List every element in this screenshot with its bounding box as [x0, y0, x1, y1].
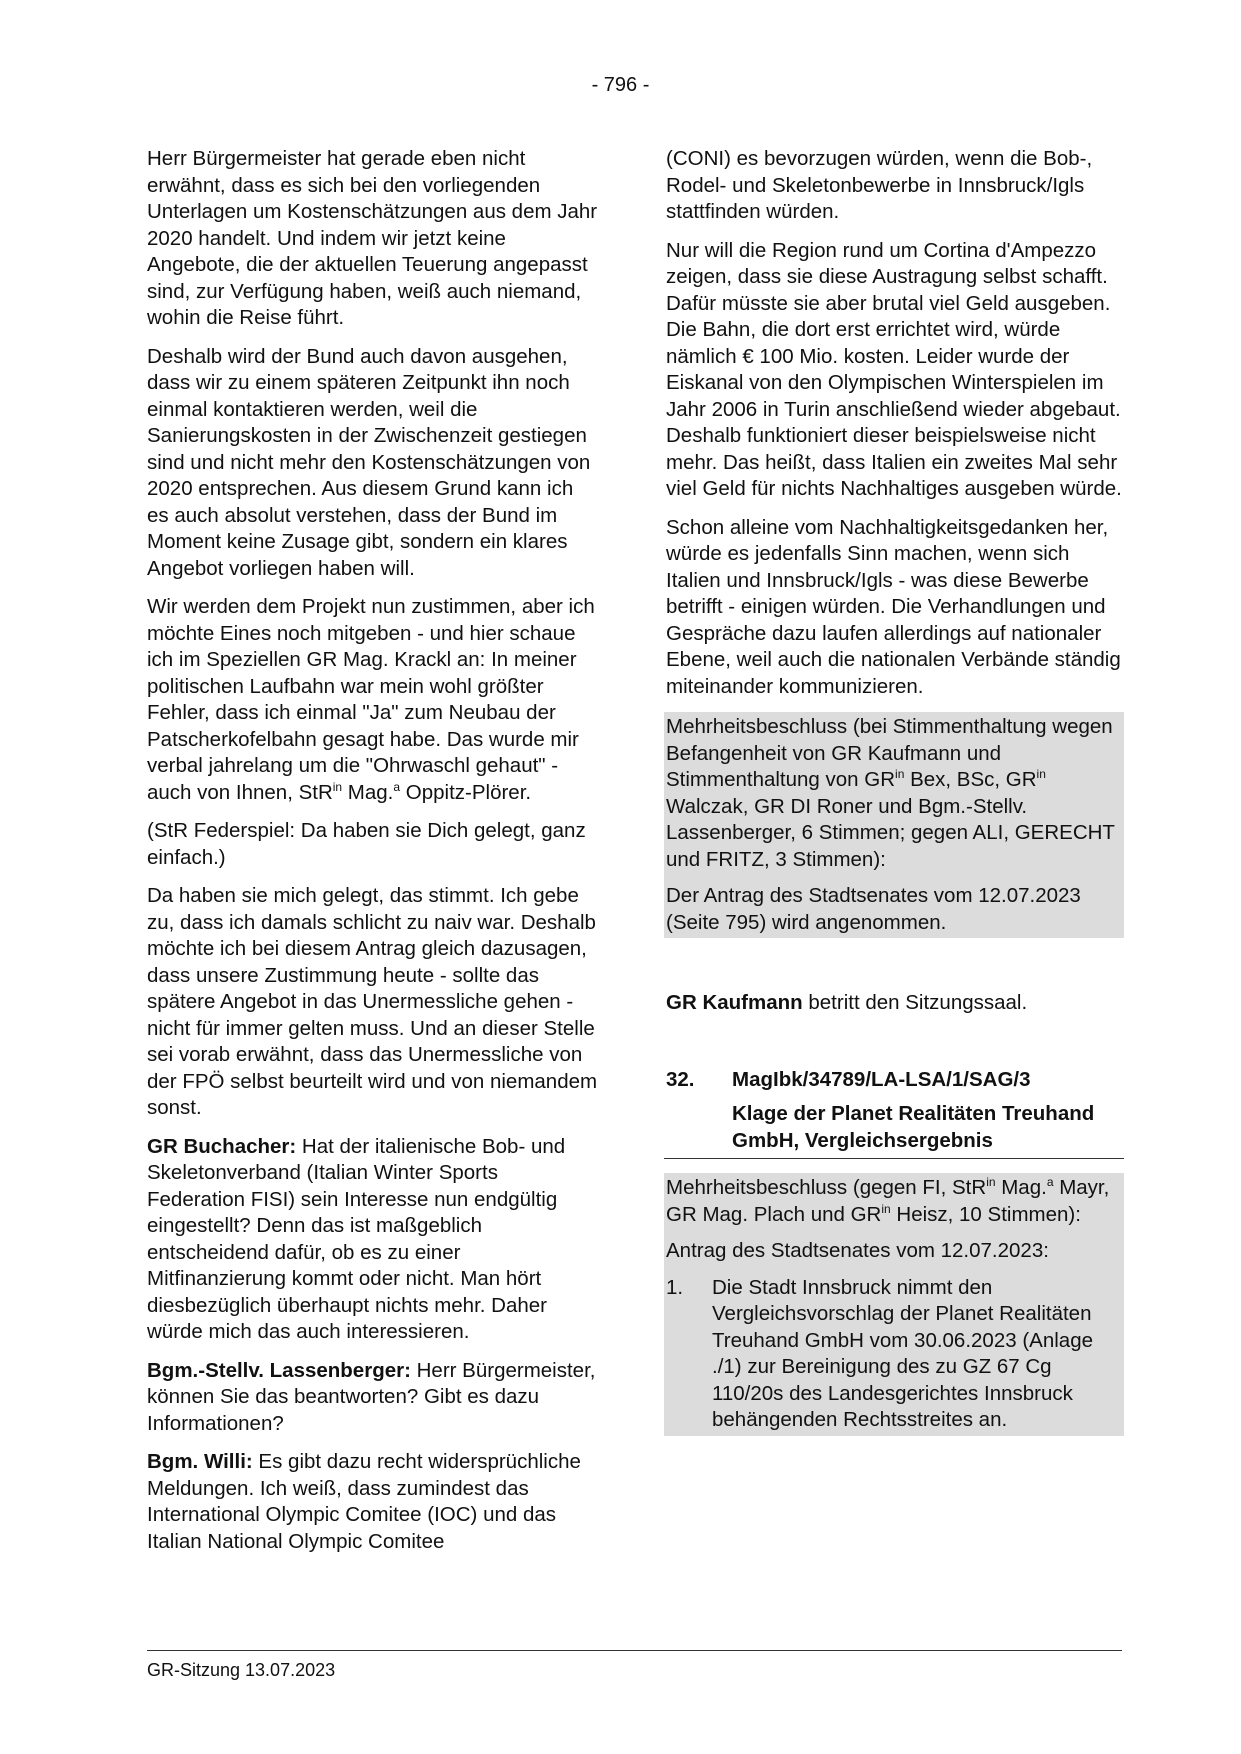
speaker-name: GR Buchacher: — [147, 1134, 297, 1158]
agenda-item-header — [666, 1067, 1122, 1094]
footer-divider — [147, 1650, 1122, 1651]
paragraph: Herr Bürgermeister hat gerade eben nicht erwähnt, dass es sich bei den vorliegenden Unterlagen um Kostenschätzungen aus dem Jahr 2020 handelt. Und indem wir jetzt keine Angebote, die der aktuellen Teuerung angepasst sind, zur Verfügung haben, weiß auch niemand, wohin die Reise führt. — [147, 147, 598, 329]
paragraph: Deshalb wird der Bund auch davon ausgehen, dass wir zu einem späteren Zeitpunkt ihn noch einmal kontaktieren werden, weil die Sanierungskosten in der Zwischenzeit gestiegen sind und nicht mehr den Kostenschätzungen von 2020 entsprechen. Aus diesem Grund kann ich es auch absolut verstehen, dass der Bund im Moment keine Zusage gibt, sondern ein klares Angebot vorliegen haben will. — [147, 344, 591, 580]
speech-lassenberger: Bgm.-Stellv. Lassenberger: Herr Bürgermeister, können Sie das beantworten? Gibt es dazu Informationen? — [147, 1358, 596, 1435]
interjection: (StR Federspiel: Da haben sie Dich gelegt, ganz einfach.) — [147, 819, 586, 869]
paragraph: Da haben sie mich gelegt, das stimmt. Ich gebe zu, dass ich damals schlicht zu naiv war. Deshalb möchte ich bei diesem Antrag gleich dazusagen, dass unsere Zustimmung heute - sollte das spätere Angebot in das Unermessliche gehen - nicht für immer gelten muss. Und an dieser Stelle sei vorab erwähnt, dass das Unermessliche von der FPÖ selbst beurteilt wird und von niemandem sonst. — [147, 884, 598, 1119]
proposal-list — [666, 1275, 1122, 1434]
speech-willi: Bgm. Willi: Es gibt dazu recht widersprüchliche Meldungen. Ich weiß, dass zumindest das International Olympic Comitee (IOC) und das Italian National Olympic Comitee — [147, 1450, 581, 1553]
decision-text: Mehrheitsbeschluss (gegen FI, StR$^{in}$ Mag.$^a$ Mayr, GR Mag. Plach und $GR^{in}$ Heisz, 10 Stimmen): — [666, 1175, 1110, 1226]
decision-text: Mehrheitsbeschluss (bei Stimmenthaltung wegen Befangenheit von GR Kaufmann und Stimmenthaltung von $GR^{in}$ Bex, BSc, $GR^{in}$ Walczak, GR DI Roner und Bgm.-Stellv. Lassenberger, 6 Stimmen; gegen ALI, GERECHT und FRITZ, 3 Stimmen): — [666, 715, 1115, 871]
decision-box — [664, 1173, 1124, 1436]
agenda-item-title: Klage der Planet Realitäten Treuhand GmbH, Vergleichsergebnis — [732, 1102, 1095, 1152]
entry-note: GR Kaufmann betritt den Sitzungssaal. — [666, 991, 1028, 1014]
paragraph: Schon alleine vom Nachhaltigkeitsgedanken her, würde es jedenfalls Sinn machen, wenn sich Italien und Innsbruck/Igls - was diese Bewerbe betrifft - einigen würden. Die Verhandlungen und Gespräche dazu laufen allerdings auf nationaler Ebene, weil auch die nationalen Verbände ständig miteinander kommunizieren. — [666, 515, 1121, 698]
footer-session-date: GR-Sitzung 13.07.2023 — [147, 1660, 336, 1680]
left-column — [147, 146, 599, 1567]
right-column — [666, 146, 1122, 1436]
proposal-intro: Antrag des Stadtsenates vom 12.07.2023: — [666, 1239, 1049, 1262]
list-item: 1. Die Stadt Innsbruck nimmt den Vergleichsvorschlag der Planet Realitäten Treuhand GmbH vom 30.06.2023 (Anlage ./1) zur Bereinigung des zu GZ 67 Cg 110/20s des Landesgerichtes Innsbruck behängenden Rechtsstreites an. — [666, 1275, 1093, 1431]
speaker-name: Bgm. Willi: — [147, 1450, 253, 1473]
page-number: - 796 - — [591, 74, 650, 96]
decision-box — [664, 712, 1124, 938]
agenda-item-reference: MagIbk/34789/LA-LSA/1/SAG/3 — [732, 1067, 1031, 1091]
speaker-name: Bgm.-Stellv. Lassenberger: — [147, 1358, 411, 1382]
agenda-item-number: 32. — [666, 1067, 695, 1091]
paragraph: (CONI) es bevorzugen würden, wenn die Bob-, Rodel- und Skeletonbewerbe in Innsbruck/Igls stattfinden würden. — [666, 147, 1093, 223]
decision-result: Der Antrag des Stadtsenates vom 12.07.2023 (Seite 795) wird angenommen. — [666, 884, 1081, 934]
paragraph: Wir werden dem Projekt nun zustimmen, aber ich möchte Eines noch mitgeben - und hier schaue ich im Speziellen GR Mag. Krackl an: In meiner politischen Laufbahn war mein wohl größter Fehler, dass ich einmal "Ja" zum Neubau der Patscherkofelbahn gesagt habe. Das wurde mir verbal jahrelang um die "Ohrwaschl gehaut" - auch von Ihnen, StR$^{in}$ Mag.$^a$ Oppitz-Plörer. — [147, 595, 595, 804]
divider — [664, 1158, 1124, 1159]
paragraph: Nur will die Region rund um Cortina d'Ampezzo zeigen, dass sie diese Austragung selbst schafft. Dafür müsste sie aber brutal viel Geld ausgeben. Die Bahn, die dort erst errichtet wird, würde nämlich € 100 Mio. kosten. Leider wurde der Eiskanal von den Olympischen Winterspielen im Jahr 2006 in Turin anschließend wieder abgebaut. Deshalb funktioniert dieser beispielsweise nicht mehr. Das heißt, dass Italien ein zweites Mal sehr viel Geld für nichts Nachhaltiges ausgeben würde. — [666, 238, 1122, 500]
speech-buchacher: GR Buchacher: Hat der italienische Bob- und Skeletonverband (Italian Winter Sports Federation FISI) sein Interesse nun endgültig eingestellt? Denn das ist maßgeblich entscheidend dafür, ob es zu einer Mitfinanzierung kommt oder nicht. Man hört diesbezüglich überhaupt nichts mehr. Daher würde mich das auch interessieren. — [147, 1134, 566, 1343]
